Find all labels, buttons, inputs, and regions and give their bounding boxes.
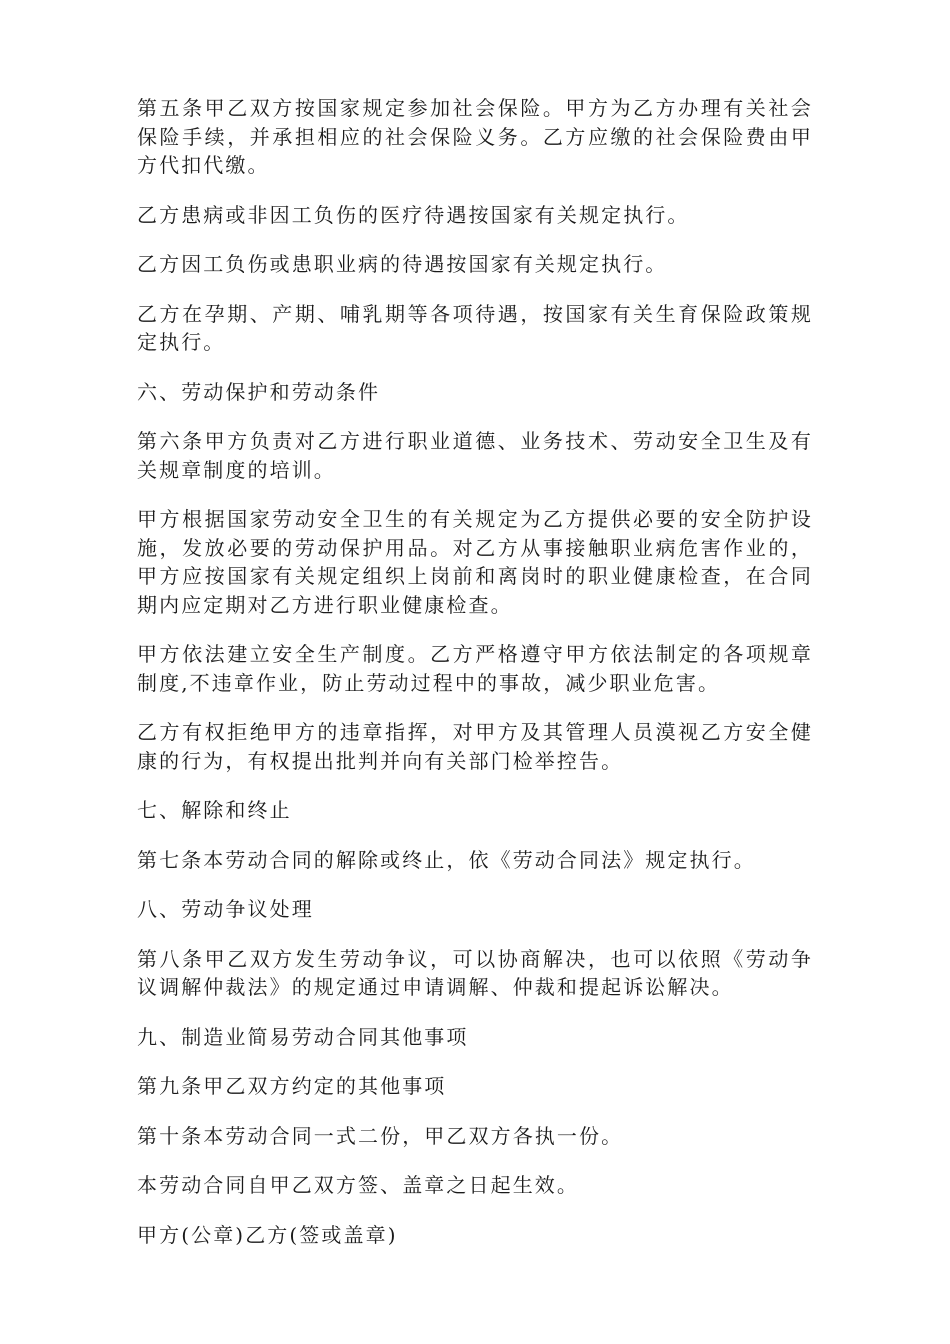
paragraph-effective-date: 本劳动合同自甲乙双方签、盖章之日起生效。: [137, 1173, 579, 1197]
paragraph-safety-equipment: 甲方根据国家劳动安全卫生的有关规定为乙方提供必要的安全防护设施，发放必要的劳动保护用品。对乙方从事接触职业病危害作业的，甲方应按国家有关规定组织上岗前和离岗时的职业健康检查，在合同期内应定期对乙方进行职业健康检查。: [137, 507, 813, 617]
section-heading-7: 七、解除和终止: [137, 798, 292, 822]
paragraph-maternity: 乙方在孕期、产期、哺乳期等各项待遇，按国家有关生育保险政策规定执行。: [137, 301, 813, 354]
paragraph-safety-system: 甲方依法建立安全生产制度。乙方严格遵守甲方依法制定的各项规章制度,不违章作业，防止劳动过程中的事故，减少职业危害。: [137, 642, 813, 695]
paragraph-work-injury: 乙方因工负伤或患职业病的待遇按国家有关规定执行。: [137, 252, 668, 276]
document-page: [137, 94, 813, 1270]
paragraph-right-to-refuse: 乙方有权拒绝甲方的违章指挥，对甲方及其管理人员漠视乙方安全健康的行为，有权提出批判并向有关部门检举控告。: [137, 720, 813, 773]
paragraph-article-9: 第九条甲乙双方约定的其他事项: [137, 1074, 447, 1098]
paragraph-article-7: 第七条本劳动合同的解除或终止，依《劳动合同法》规定执行。: [137, 847, 756, 872]
paragraph-illness-treatment: 乙方患病或非因工负伤的医疗待遇按国家有关规定执行。: [137, 202, 690, 227]
paragraph-signature-line: 甲方(公章)乙方(签或盖章): [137, 1222, 398, 1247]
section-heading-8: 八、劳动争议处理: [137, 897, 314, 921]
paragraph-article-8: 第八条甲乙双方发生劳动争议，可以协商解决，也可以依照《劳动争议调解仲裁法》的规定通过申请调解、仲裁和提起诉讼解决。: [137, 946, 813, 999]
paragraph-article-6: 第六条甲方负责对乙方进行职业道德、业务技术、劳动安全卫生及有关规章制度的培训。: [137, 429, 813, 482]
paragraph-article-5: 第五条甲乙双方按国家规定参加社会保险。甲方为乙方办理有关社会保险手续，并承担相应的社会保险义务。乙方应缴的社会保险费由甲方代扣代缴。: [137, 96, 813, 177]
section-heading-6: 六、劳动保护和劳动条件: [137, 379, 381, 404]
paragraph-article-10: 第十条本劳动合同一式二份，甲乙双方各执一份。: [137, 1123, 624, 1148]
section-heading-9: 九、制造业简易劳动合同其他事项: [137, 1024, 469, 1049]
